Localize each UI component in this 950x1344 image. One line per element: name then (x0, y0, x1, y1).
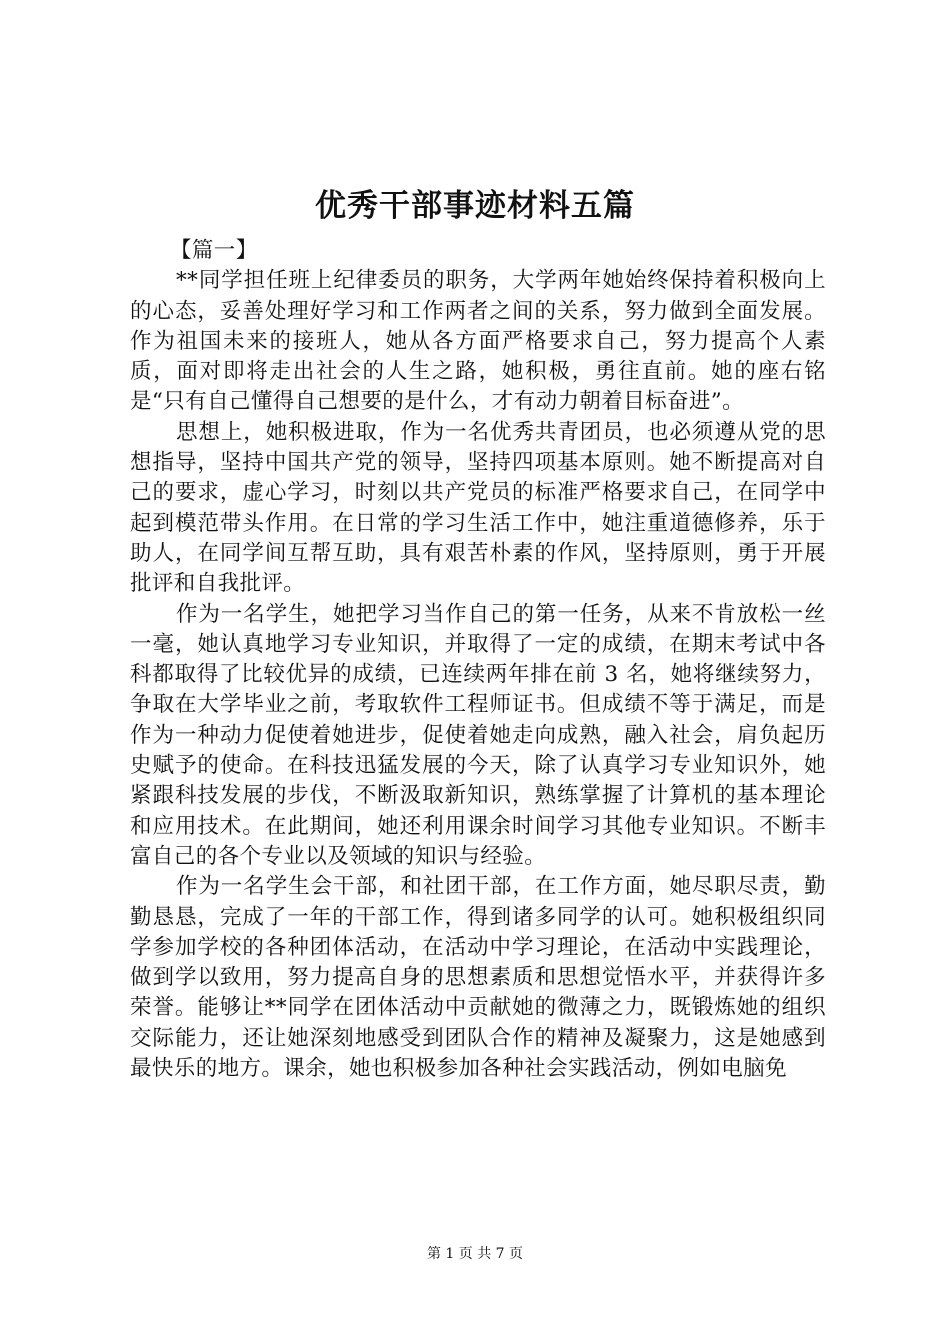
paragraph-4: 作为一名学生会干部，和社团干部，在工作方面，她尽职尽责，勤勤恳恳，完成了一年的干部工作，得到诸多同学的认可。她积极组织同学参加学校的各种团体活动，在活动中学习理论，在活动中实践理论，做到学以致用，努力提高自身的思想素质和思想觉悟水平，并获得许多荣誉。能够让**同学在团体活动中贡献她的微薄之力，既锻炼她的组织交际能力，还让她深刻地感受到团队合作的精神及凝聚力，这是她感到最快乐的地方。课余，她也积极参加各种社会实践活动，例如电脑免 (130, 874, 826, 1082)
section-marker: 【篇一】 (170, 238, 258, 263)
paragraph-1: **同学担任班上纪律委员的职务，大学两年她始终保持着积极向上的心态，妥善处理好学习和工作两者之间的关系，努力做到全面发展。作为祖国未来的接班人，她从各方面严格要求自己，努力提高个人素质，面对即将走出社会的人生之路，她积极，勇往直前。她的座右铭是“只有自己懂得自己想要的是什么，才有动力朝着目标奋进”。 (130, 268, 826, 415)
paragraph-2: 思想上，她积极进取，作为一名优秀共青团员，也必须遵从党的思想指导，坚持中国共产党的领导，坚持四项基本原则。她不断提高对自己的要求，虚心学习，时刻以共产党员的标准严格要求自己，在同学中起到模范带头作用。在日常的学习生活工作中，她注重道德修养，乐于助人，在同学间互帮互助，具有艰苦朴素的作风，坚持原则，勇于开展批评和自我批评。 (130, 419, 826, 597)
paragraph-3: 作为一名学生，她把学习当作自己的第一任务，从来不肯放松一丝一毫，她认真地学习专业知识，并取得了一定的成绩，在期末考试中各科都取得了比较优异的成绩，已连续两年排在前 3 名，她将继续努力，争取在大学毕业之前，考取软件工程师证书。但成绩不等于满足，而是作为一种动力促使着她进步，促使着她走向成熟，融入社会，肩负起历史赋予的使命。在科技迅猛发展的今天，除了认真学习专业知识外，她紧跟科技发展的步伐，不断汲取新知识，熟练掌握了计算机的基本理论和应用技术。在此期间，她还利用课余时间学习其他专业知识。不断丰富自己的各个专业以及领域的知识与经验。 (130, 601, 826, 869)
page-footer: 第 1 页 共 7 页 (426, 1246, 524, 1262)
document-body (130, 236, 826, 1084)
document-title: 优秀干部事迹材料五篇 (315, 188, 635, 224)
